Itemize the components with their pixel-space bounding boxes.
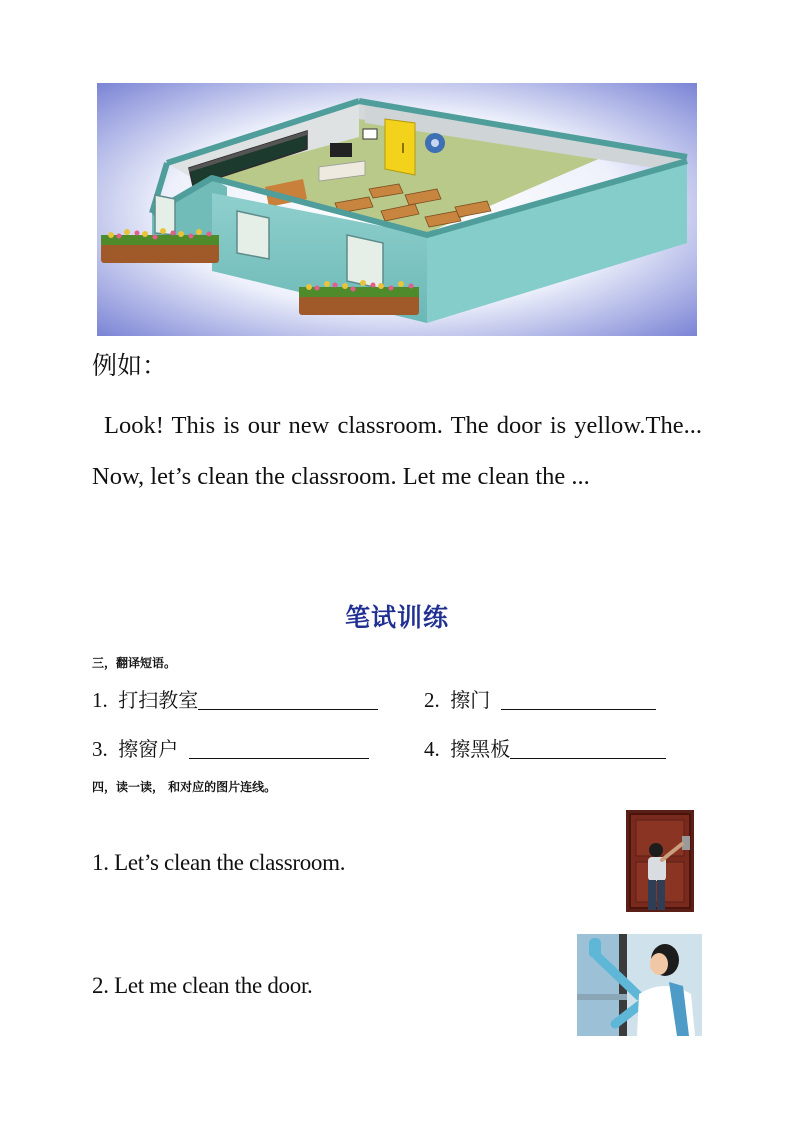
phrase-item-1 — [92, 684, 378, 713]
classroom-illustration — [97, 83, 697, 336]
phrase-text: 擦窗户 — [118, 737, 179, 761]
photo-cleaning-window[interactable] — [577, 934, 702, 1036]
phrase-item-2 — [424, 684, 656, 713]
phrase-text: 擦门 — [450, 688, 491, 712]
part3-heading: 三，翻译短语。 — [92, 656, 177, 670]
answer-blank[interactable] — [510, 738, 666, 759]
example-paragraph — [92, 400, 702, 502]
phrase-number: 4. — [424, 737, 440, 761]
phrase-number: 1. — [92, 688, 108, 712]
answer-blank[interactable] — [501, 689, 656, 710]
answer-blank[interactable] — [198, 689, 378, 710]
phrase-number: 3. — [92, 737, 108, 761]
example-label: 例如： — [92, 351, 168, 380]
phrase-item-3 — [92, 733, 369, 762]
sentence-2: 2. Let me clean the door. — [92, 973, 313, 998]
sentence-1: 1. Let’s clean the classroom. — [92, 850, 346, 875]
phrase-item-4 — [424, 733, 666, 762]
example-paragraph-text: Look! This is our new classroom. The door is yellow.The... Now, let’s clean the classroom. Let me clean the ... — [92, 412, 702, 490]
phrase-text: 打扫教室 — [118, 688, 199, 712]
photo-cleaning-door[interactable] — [626, 810, 694, 912]
section-title: 笔试训练 — [344, 603, 449, 632]
part4-heading: 四，读一读， 和对应的图片连线。 — [92, 780, 277, 794]
answer-blank[interactable] — [189, 738, 369, 759]
phrase-number: 2. — [424, 688, 440, 712]
phrase-text: 擦黑板 — [450, 737, 511, 761]
